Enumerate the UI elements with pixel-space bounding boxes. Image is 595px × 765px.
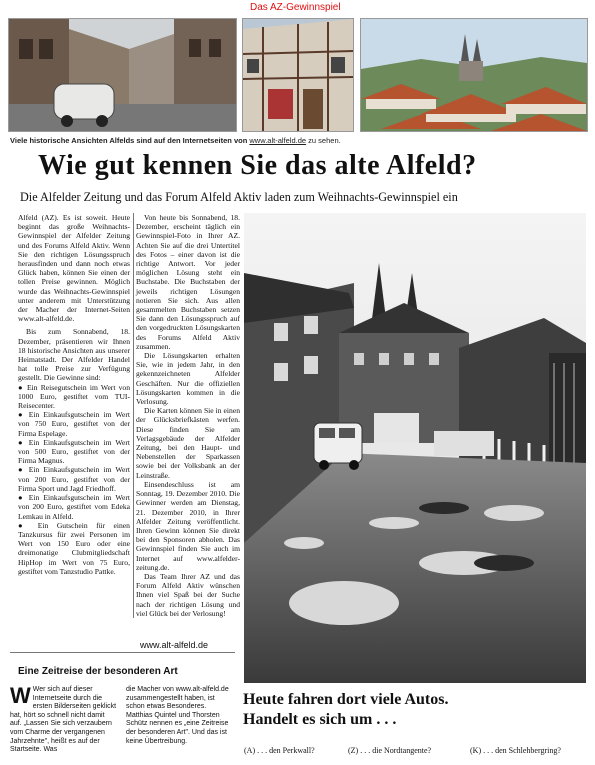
url-rule <box>10 652 235 653</box>
quiz-photo <box>244 213 586 683</box>
box-title: Eine Zeitreise der besonderen Art <box>18 666 178 677</box>
caption-text: Viele historische Ansichten Alfelds sind auf den Internetseiten von <box>10 136 248 145</box>
col2-paragraph-5: Das Team Ihrer AZ und das Forum Alfeld Aktiv wünschen Ihnen viel Spaß bei der Suche nach der richtigen Lösung und viel Glück bei der Verlosung! <box>136 571 240 618</box>
photo-caption <box>10 136 341 145</box>
caption-suffix: zu sehen. <box>308 136 341 145</box>
col1-paragraph-2: Bis zum Sonnabend, 18. Dezember, präsentieren wir Ihnen 18 historische Ansichten aus unserer Heimatstadt. Der Alfelder Handel hat tolle Preise zur Verfügung gestellt. Die Gewinne sind: <box>18 327 130 383</box>
quiz-line-1: Heute fahren dort viele Autos. <box>243 691 449 708</box>
historic-photo-panorama <box>360 18 588 132</box>
box-column-1: W Wer sich auf dieser Internetseite durch die ersten Bilderseiten geklickt hat, hört so schnell nicht damit auf. „Lassen Sie sich verzaubern vom Charme der vergangenen Jahrzehnte", heißt es auf der Startseite. Was <box>10 683 117 754</box>
box-column-2: die Macher von www.alt-alfeld.de zusammengestellt haben, ist schon etwas Besonderes. Matthias Quintel und Thorsten Schütz nennen es „eine Zeitreise der besonderen Art". Und das ist keine Übertreibung. <box>126 686 229 745</box>
column-divider <box>133 213 134 618</box>
prize-list-item: ● Ein Gutschein für einen Tanzkursus für zwei Personen im Wert von 150 Euro oder eine dreimonatige Clubmitgliedschaft HipHop im Wert von 75 Euro, gestiftet vom Tanzstudio Pattke. <box>18 520 130 576</box>
prize-list-item: ● Ein Einkaufsgutschein im Wert von 750 Euro, gestiftet von der Firma Espelage. <box>18 410 130 438</box>
historic-photo-building <box>242 18 354 132</box>
col1-paragraph-1: Alfeld (AZ). Es ist soweit. Heute beginnt das große Weihnachts-Gewinnspiel der Alfelder Zeitung und des Forums Alfeld Aktiv. Wenn Sie den richtigen Lösungsspruch herausfinden und dann noch etwas Glück haben, können Sie einen der tollen Preise gewinnen. Möglich wurde das Weihnachts-Gewinnspiel unter anderem mit Unterstützung der Macher der Internet-Seiten www.alt-alfeld.de. <box>18 213 130 324</box>
col2-paragraph-2: Die Lösungskarten erhalten Sie, wie in jedem Jahr, in den gekennzeichneten Alfelder Geschäften. Nur die offiziellen Lösungskarten kommen in die Verlosung. <box>136 351 240 407</box>
quiz-line-2: Handelt es sich um . . . <box>243 711 397 728</box>
historic-photo-street <box>8 18 237 132</box>
answer-k: (K) . . . den Schlehbergring? <box>470 746 561 755</box>
prize-list-item: ● Ein Einkaufsgutschein im Wert von 200 Euro, gestiftet vom Edeka Lemkau in Alfeld. <box>18 493 130 521</box>
prize-list-item: ● Ein Einkaufsgutschein im Wert von 500 Euro, gestiftet von der Firma Magnus. <box>18 437 130 466</box>
section-tag: Das AZ-Gewinnspiel <box>250 2 341 13</box>
subheadline: Die Alfelder Zeitung und das Forum Alfeld Aktiv laden zum Weihnachts-Gewinnspiel ein <box>20 190 458 204</box>
answer-z: (Z) . . . die Nordtangente? <box>348 746 432 755</box>
article-column-2 <box>136 213 240 618</box>
caption-url[interactable]: www.alt-alfeld.de <box>249 136 307 145</box>
article-column-1 <box>18 213 130 576</box>
prize-list-item: ● Ein Einkaufsgutschein im Wert von 200 Euro, gestiftet von der Firma Sport und Jagd Friedhoff. <box>18 465 130 493</box>
col2-paragraph-3: Die Karten können Sie in einen der Glücksbriefkästen werfen. Diese finden Sie am Verlagsgebäude der Alfelder Zeitung, bei den Haupt- und Nebenstellen der Sparkassen sowie bei der Volksbank an der Leinstraße. <box>136 406 240 480</box>
col2-paragraph-1: Von heute bis Sonnabend, 18. Dezember, erscheint täglich ein Gewinnspiel-Foto in Ihrer AZ. Achten Sie auf die drei Untertitel des Fotos – einer davon ist die richtige Antwort. Vor jeder möglichen Lösung steht ein Buchstabe. Die Buchstaben der jeweils richtigen Lösungen notieren Sie sich. Aus allen gesammelten Buchstaben setzen Sie dann den Lösungsspruch auf den vorgedruckten Lösungskarten des Forums Alfeld Aktiv zusammen. <box>136 213 240 351</box>
quiz-question <box>243 690 448 730</box>
answer-a: (A) . . . den Perkwall? <box>244 746 315 755</box>
website-link[interactable]: www.alt-alfeld.de <box>140 640 209 650</box>
prize-list-item: ● Ein Reisegutschein im Wert von 1000 Euro, gestiftet vom TUI-Reisecenter. <box>18 382 130 411</box>
headline: Wie gut kennen Sie das alte Alfeld? <box>38 150 477 181</box>
drop-cap: W <box>10 683 31 708</box>
col2-paragraph-4: Einsendeschluss ist am Sonntag, 19. Dezember 2010. Die Gewinner werden am Dienstag, 21. Dezember 2010, in Ihrer Alfelder Zeitung veröffentlicht. Ihren Gewinn können Sie direkt bei den Sponsoren abholen. Das Gewinnspiel finden Sie auch im Internet auf www.alfelder-zeitung.de. <box>136 479 240 572</box>
